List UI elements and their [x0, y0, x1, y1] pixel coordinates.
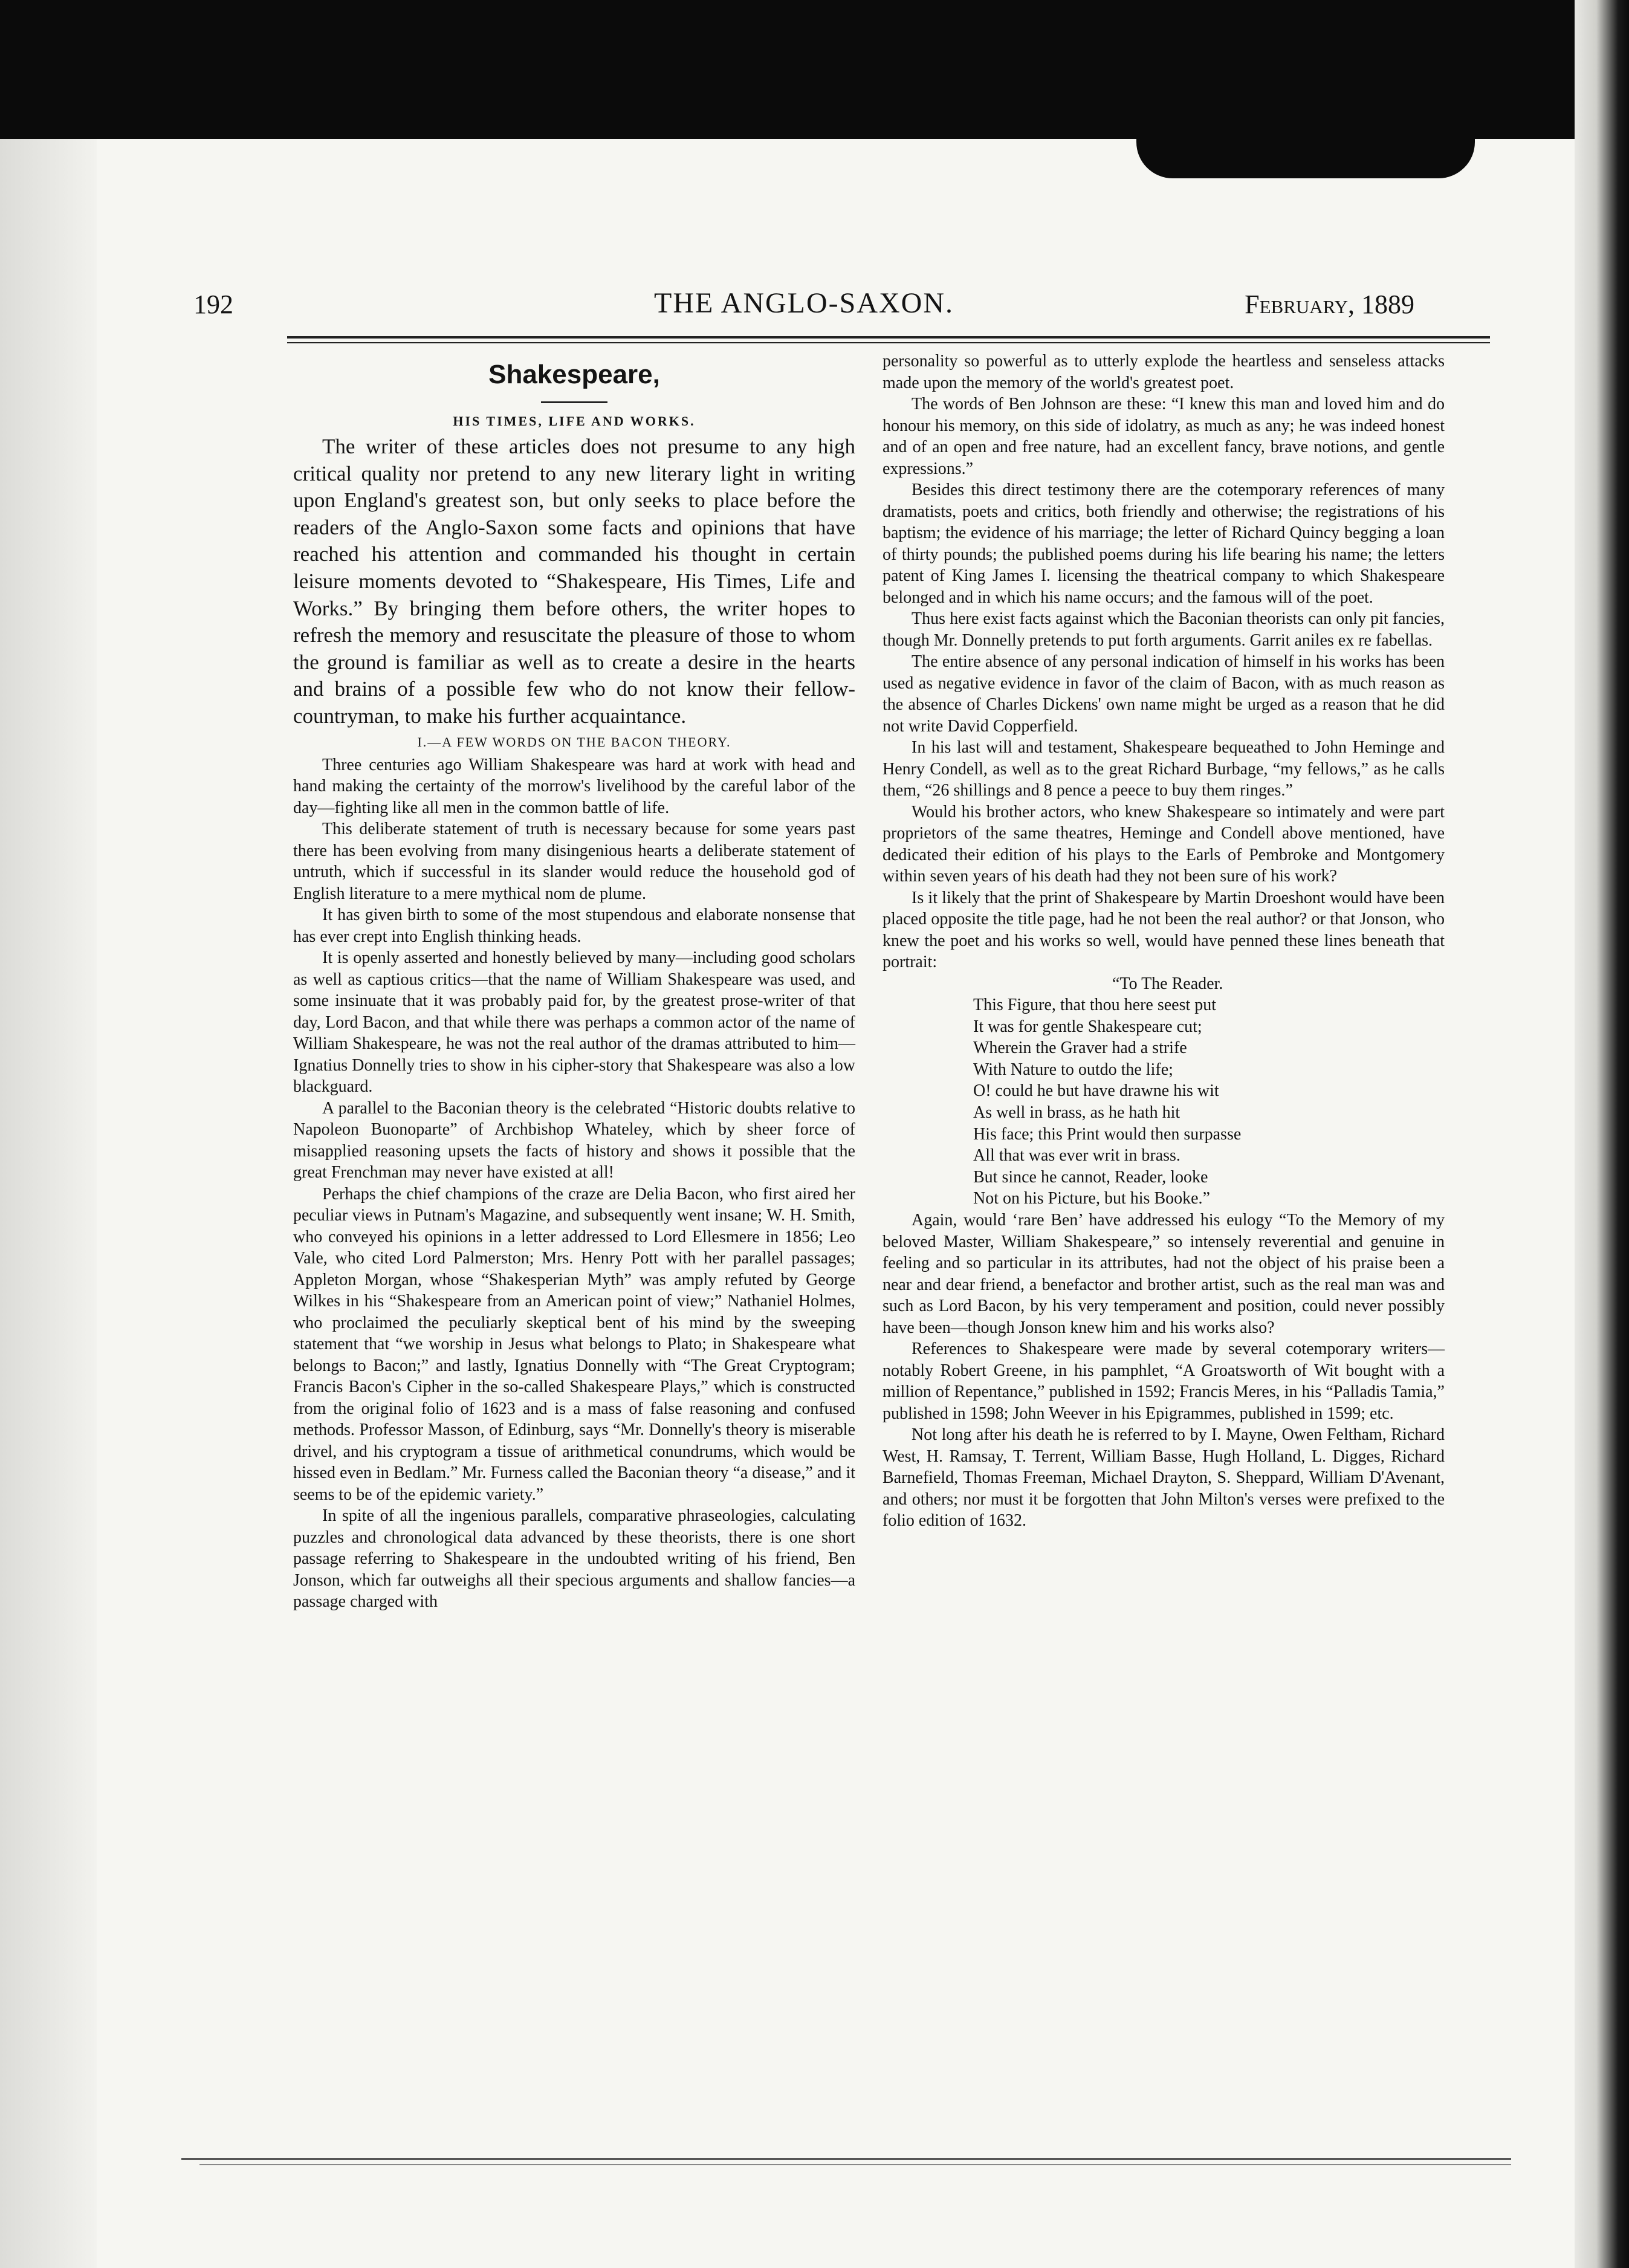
running-header: [193, 284, 1414, 326]
paragraph: In his last will and testament, Shakespeare bequeathed to John Heminge and Henry Condell, as well as to the great Richard Burbage, “my fellows,” as he calls them, “26 shillings and 8 pence a peece to buy them ringes.”: [883, 738, 1445, 800]
paragraph: Thus here exist facts against which the Baconian theorists can only pit fancies, though Mr. Donnelly pretends to put forth arguments. Garrit aniles ex re fabellas.: [883, 609, 1445, 650]
left-column: [293, 351, 855, 1613]
paragraph: References to Shakespeare were made by several cotemporary writers—notably Robert Greene, in his pamphlet, “A Groatsworth of Wit bought with a million of Repentance,” published in 1592; Francis Meres, in his “Palladis Tamia,” published in 1598; John Weever in his Epigrammes, published in 1599; etc.: [883, 1340, 1445, 1423]
poem-line: But since he cannot, Reader, looke: [973, 1167, 1208, 1187]
paragraph: It has given birth to some of the most stupendous and elaborate nonsense that has ever crept into English thinking heads.: [293, 906, 855, 946]
paragraph: Besides this direct testimony there are the cotemporary references of many dramatists, poets and critics, both friendly and otherwise; the registrations of his baptism; the evidence of his marriage; the letter of Richard Quincy begging a loan of thirty pounds; the published poems during his life bearing his name; the letters patent of King James I. licensing the theatrical company to which Shakespeare belonged and in which his name occurs; and the famous will of the poet.: [883, 481, 1445, 607]
poem-line: With Nature to outdo the life;: [973, 1060, 1173, 1079]
intro-paragraph: The writer of these articles does not presume to any high critical quality nor pretend to any new literary light in writing upon England's greatest son, but only seeks to place before the readers of the Anglo-Saxon some facts and opinions that have reached his attention and commanded his thought in certain leisure moments devoted to “Shakespeare, His Times, Life and Works.” By bringing them before others, the writer hopes to refresh the memory and resuscitate the pleasure of those to whom the ground is familiar as well as to create a desire in the hearts and brains of a possible few who do not know their fellow-countryman, to make his further acquaintance.: [293, 435, 855, 728]
scan-left-shadow: [0, 139, 97, 2268]
paragraph: Three centuries ago William Shakespeare was hard at work with head and hand making the certainty of the morrow's livelihood by the careful labor of the day—fighting like all men in the common battle of life.: [293, 755, 855, 817]
scan-clip-shadow: [1136, 106, 1475, 178]
header-rule-thin: [287, 342, 1490, 343]
poem-line: It was for gentle Shakespeare cut;: [973, 1017, 1202, 1036]
paragraph: In spite of all the ingenious parallels, comparative phraseologies, calculating puzzles and chronological data advanced by these theorists, there is one short passage referring to Shakespeare in the undoubted writing of his friend, Ben Jonson, which far outweighs all their specious arguments and shallow fancies—a passage charged with: [293, 1506, 855, 1612]
page-number: 192: [193, 290, 233, 319]
paragraph: A parallel to the Baconian theory is the celebrated “Historic doubts relative to Napoleon Buonoparte” of Archbishop Whateley, which by sheer force of misapplied reasoning upsets the facts of history and shows it possible that the great Frenchman may never have existed at all!: [293, 1098, 855, 1182]
publication-title: THE ANGLO-SAXON.: [654, 287, 954, 319]
paragraph: Not long after his death he is referred to by I. Mayne, Owen Feltham, Richard West, H. Ramsay, T. Terrent, William Basse, Hugh Holland, L. Digges, Richard Barnefield, Thomas Freeman, Michael Drayton, S. Sheppard, William D'Avenant, and others; nor must it be forgotten that John Milton's verses were prefixed to the folio edition of 1632.: [883, 1425, 1445, 1531]
paragraph: Would his brother actors, who knew Shakespeare so intimately and were part proprietors of the same theatres, Heminge and Condell above mentioned, have dedicated their edition of his plays to the Earls of Pembroke and Montgomery within seven years of his death had they not been sure of his work?: [883, 802, 1445, 886]
paragraph: Perhaps the chief champions of the craze are Delia Bacon, who first aired her peculiar views in Putnam's Magazine, and subsequently went insane; W. H. Smith, who conveyed his opinions in a letter addressed to Lord Ellesmere in 1856; Leo Vale, who cited Lord Palmerston; Mrs. Henry Pott with her parallel passages; Appleton Morgan, whose “Shakesperian Myth” was amply refuted by George Wilkes in his “Shakespeare from an American point of view;” Nathaniel Holmes, who proclaimed the peculiarly skeptical bent of his mind by the sweeping statement that “we worship in Jesus what belongs to Plato; in Shakespeare what belongs to Bacon;” and lastly, Ignatius Donnelly with “The Great Cryptogram; Francis Bacon's Cipher in the so-called Shakespeare Plays,” which is constructed from the original folio of 1623 and is a mass of false reasoning and confused methods. Professor Masson, of Edinburg, says “Mr. Donnelly's theory is miserable drivel, and his cryptogram a tissue of arithmetical conundrums, which would be hissed even in Bedlam.” Mr. Furness called the Baconian theory “a disease,” and it seems to be of the epidemic variety.”: [293, 1184, 855, 1504]
issue-date: February, 1889: [1245, 290, 1414, 319]
paragraph: Is it likely that the print of Shakespeare by Martin Droeshont would have been placed opposite the title page, had he not been the real author? or that Jonson, who knew the poet and his works so well, would have penned these lines beneath that portrait:: [883, 888, 1445, 971]
bottom-edge-line-thin: [199, 2164, 1511, 2165]
section-heading: I.—A FEW WORDS ON THE BACON THEORY.: [417, 734, 731, 750]
right-column: [883, 351, 1445, 1532]
paragraph: Again, would ‘rare Ben’ have addressed his eulogy “To the Memory of my beloved Master, William Shakespeare,” so intensely reverential and genuine in feeling and so particular in its attributes, had not the object of his praise been a near and dear friend, a benefactor and brother artist, such as the real man was and such as Lord Bacon, by his very temperament and position, could never possibly have been—though Jonson knew him and his works also?: [883, 1211, 1445, 1337]
scan-top-border: [0, 0, 1629, 139]
paragraph: This deliberate statement of truth is necessary because for some years past there has been evolving from many disingenious hearts a deliberate statement of untruth, which if successful in its slander would reduce the household god of English literature to a mere mythical nom de plume.: [293, 820, 855, 903]
paragraph: It is openly asserted and honestly believed by many—including good scholars as well as captious critics—that the name of William Shakespeare was used, and some insinuate that it was probably paid for, by the greatest prose-writer of that day, Lord Bacon, and that while there was perhaps a common actor of the name of William Shakespeare, he was not the real author of the dramas attributed to him—Ignatius Donnelly tries to show in his cipher-story that Shakespeare was also a low blackguard.: [293, 948, 855, 1097]
scan-right-border: [1575, 0, 1629, 2268]
paragraph: The words of Ben Johnson are these: “I knew this man and loved him and do honour his memory, on this side of idolatry, as much as any; he was indeed honest and of an open and free nature, had an excellent fancy, brave notions, and gentle expressions.”: [883, 395, 1445, 478]
paragraph: The entire absence of any personal indication of himself in his works has been used as negative evidence in favor of the claim of Bacon, with as much reason as the absence of Charles Dickens' own name might be urged as a reason that he did not write David Copperfield.: [883, 652, 1445, 736]
article-title: Shakespeare,: [488, 360, 660, 389]
bottom-edge-line: [181, 2158, 1511, 2160]
poem-line: His face; this Print would then surpasse: [973, 1124, 1242, 1144]
paragraph: personality so powerful as to utterly explode the heartless and senseless attacks made upon the memory of the world's greatest poet.: [883, 352, 1445, 392]
poem-line: All that was ever writ in brass.: [973, 1146, 1180, 1165]
poem-line: O! could he but have drawne his wit: [973, 1081, 1219, 1101]
poem-line: As well in brass, as he hath hit: [973, 1103, 1180, 1123]
poem-line: This Figure, that thou here seest put: [973, 996, 1217, 1015]
poem-line: Wherein the Graver had a strife: [973, 1038, 1187, 1058]
poem-title: “To The Reader.: [1112, 974, 1223, 993]
title-rule: [541, 401, 607, 403]
article-subtitle: HIS TIMES, LIFE AND WORKS.: [453, 413, 696, 429]
header-rule: [287, 336, 1490, 339]
poem: [883, 973, 1445, 1210]
poem-line: Not on his Picture, but his Booke.”: [973, 1189, 1210, 1208]
